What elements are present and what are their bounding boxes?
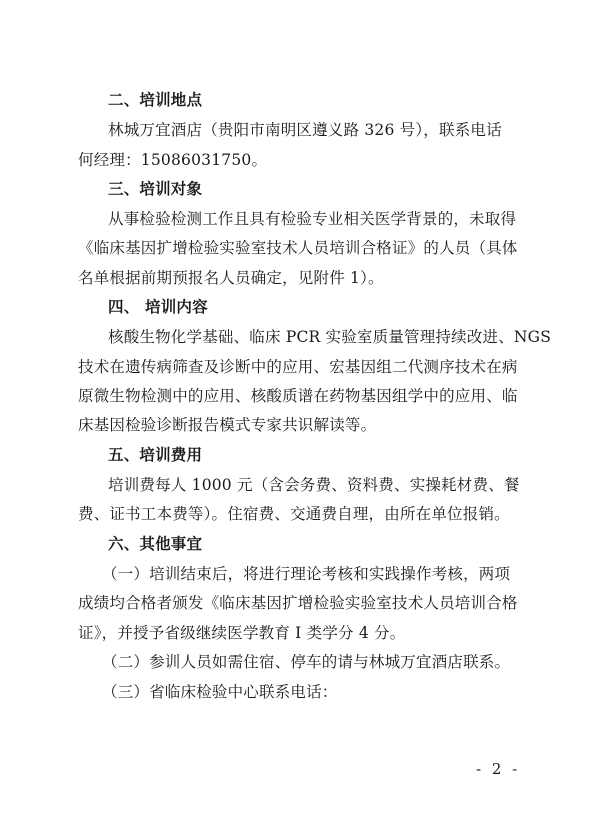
paragraph-line: 名单根据前期预报名人员确定，见附件 1）。 xyxy=(78,269,384,287)
paragraph-line: 证》，并授予省级继续医学教育 I 类学分 4 分。 xyxy=(78,624,406,642)
paragraph-line: 成绩均合格者颁发《临床基因扩增检验实验室技术人员培训合格 xyxy=(78,594,518,612)
paragraph-line: （二）参训人员如需住宿、停车的请与林城万宜酒店联系。 xyxy=(102,653,511,671)
section-heading-fees: 五、培训费用 xyxy=(108,446,203,464)
section-heading-location: 二、培训地点 xyxy=(108,91,203,109)
paragraph-line: 培训费每人 1000 元（含会务费、资料费、实操耗材费、餐 xyxy=(108,476,520,494)
section-heading-audience: 三、培训对象 xyxy=(108,180,203,198)
paragraph-line: 从事检验检测工作且具有检验专业相关医学背景的，未取得 xyxy=(108,210,517,228)
paragraph-line: 技术在遗传病筛查及诊断中的应用、宏基因组二代测序技术在病 xyxy=(78,358,518,376)
paragraph-line: 原微生物检测中的应用、核酸质谱在药物基因组学中的应用、临 xyxy=(78,387,518,405)
section-heading-other: 六、其他事宜 xyxy=(108,535,203,553)
section-heading-content: 四、 培训内容 xyxy=(108,298,208,316)
paragraph-line: （一）培训结束后，将进行理论考核和实践操作考核，两项 xyxy=(102,565,511,583)
paragraph-line: 何经理：15086031750。 xyxy=(78,151,268,169)
paragraph-line: 林城万宜酒店（贵阳市南明区遵义路 326 号），联系电话 xyxy=(108,121,502,139)
paragraph-line: 《临床基因扩增检验实验室技术人员培训合格证》的人员（具体 xyxy=(78,239,518,257)
paragraph-line: 床基因检验诊断报告模式专家共识解读等。 xyxy=(78,416,377,434)
paragraph-line: 费、证书工本费等）。住宿费、交通费自理，由所在单位报销。 xyxy=(78,505,510,523)
paragraph-line: 核酸生物化学基础、临床 PCR 实验室质量管理持续改进、NGS xyxy=(108,328,552,346)
page-number: - 2 - xyxy=(476,760,521,778)
paragraph-line: （三）省临床检验中心联系电话： xyxy=(102,683,338,701)
